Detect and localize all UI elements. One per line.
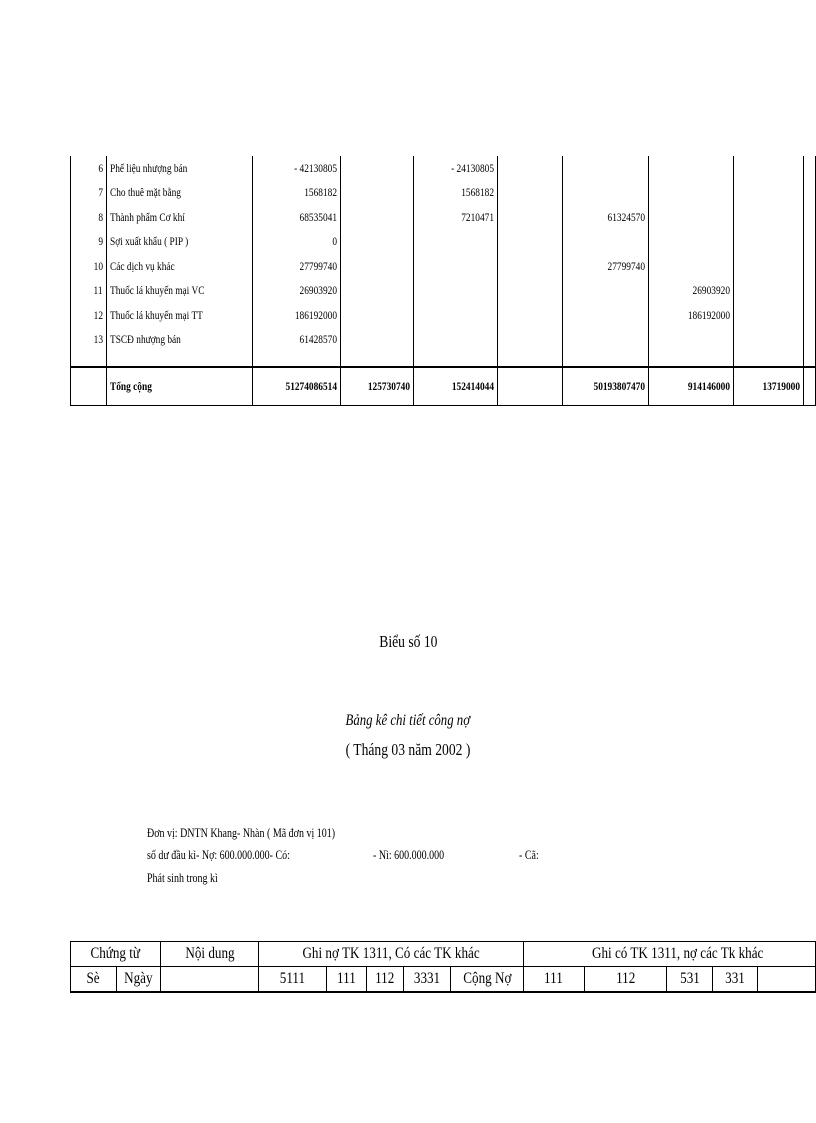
debit-5111-header: 5111 <box>258 967 326 993</box>
form-number: Biểu số 10 <box>378 632 438 651</box>
row-number: 8 <box>71 205 107 230</box>
row-value-total: 0 <box>253 230 341 255</box>
row-value-c4 <box>562 279 648 304</box>
row-number: 12 <box>71 303 107 328</box>
row-value-c2 <box>414 303 498 328</box>
row-value-c5: 26903920 <box>648 279 734 304</box>
total-index-cell <box>71 367 107 406</box>
spacer-cell <box>562 352 648 367</box>
row-value-c6 <box>734 328 804 353</box>
row-value-c2 <box>414 230 498 255</box>
debit-group-header: Ghi nợ TK 1311, Có các TK khác <box>258 942 523 967</box>
row-value-c2 <box>414 254 498 279</box>
row-edge-cell <box>804 279 816 304</box>
row-value-c6 <box>734 205 804 230</box>
table-row <box>71 279 816 304</box>
spacer-cell <box>106 352 253 367</box>
row-edge-cell <box>804 303 816 328</box>
row-value-c5 <box>648 205 734 230</box>
credit-112-header: 112 <box>584 967 666 993</box>
row-value-c6 <box>734 279 804 304</box>
debit-3331-header: 3331 <box>404 967 451 993</box>
row-value-c6 <box>734 230 804 255</box>
row-value-c3 <box>497 230 562 255</box>
row-value-c4 <box>562 230 648 255</box>
document-title: Bảng kê chi tiết công nợ <box>345 712 471 729</box>
table-row <box>71 303 816 328</box>
row-value-c4: 27799740 <box>562 254 648 279</box>
row-value-c4: 61324570 <box>562 205 648 230</box>
spacer-cell <box>804 352 816 367</box>
row-value-c5 <box>648 328 734 353</box>
table-row <box>71 181 816 206</box>
spacer-cell <box>341 352 414 367</box>
row-value-total: 186192000 <box>253 303 341 328</box>
credit-531-header: 531 <box>666 967 712 993</box>
row-value-c6 <box>734 156 804 181</box>
credit-group-header: Ghi có TK 1311, nợ các Tk khác <box>523 942 815 967</box>
content-header: Nội dung <box>161 942 258 967</box>
row-value-total: - 42130805 <box>253 156 341 181</box>
row-edge-cell <box>804 181 816 206</box>
row-value-c1 <box>341 156 414 181</box>
document-period: ( Tháng 03 năm 2002 ) <box>345 740 471 759</box>
row-value-c1 <box>341 205 414 230</box>
row-value-c4 <box>562 181 648 206</box>
total-value-c2: 152414044 <box>414 367 498 406</box>
row-value-c4 <box>562 303 648 328</box>
row-value-c3 <box>497 328 562 353</box>
row-value-total: 26903920 <box>253 279 341 304</box>
row-value-total: 61428570 <box>253 328 341 353</box>
row-edge-cell <box>804 328 816 353</box>
row-value-c3 <box>497 279 562 304</box>
table-row <box>71 254 816 279</box>
row-description: Phế liệu nhượng bán <box>106 156 253 181</box>
row-value-c1 <box>341 254 414 279</box>
spacer-cell <box>734 352 804 367</box>
row-value-c3 <box>497 156 562 181</box>
total-label: Tổng cộng <box>106 367 253 406</box>
row-value-c5 <box>648 156 734 181</box>
debit-111-header: 111 <box>326 967 366 993</box>
row-value-c6 <box>734 303 804 328</box>
row-value-c3 <box>497 303 562 328</box>
voucher-number-header: Sè <box>71 967 117 993</box>
row-number: 6 <box>71 156 107 181</box>
opening-balance-line <box>147 848 707 864</box>
total-edge-cell <box>804 367 816 406</box>
row-value-c1 <box>341 181 414 206</box>
row-value-c2 <box>414 328 498 353</box>
opening-balance-debit: số dư đầu kì- Nợ: 600.000.000- Có: <box>147 848 290 862</box>
revenue-table <box>70 156 816 406</box>
row-value-c5 <box>648 254 734 279</box>
voucher-header: Chứng từ <box>71 942 161 967</box>
row-value-c1 <box>341 328 414 353</box>
row-description: Thuốc lá khuyến mại VC <box>106 279 253 304</box>
row-value-c4 <box>562 328 648 353</box>
row-edge-cell <box>804 205 816 230</box>
table-row <box>71 205 816 230</box>
row-value-c2: - 24130805 <box>414 156 498 181</box>
credit-111-header: 111 <box>523 967 584 993</box>
row-description: Các dịch vụ khác <box>106 254 253 279</box>
spacer-cell <box>414 352 498 367</box>
row-value-total: 1568182 <box>253 181 341 206</box>
row-value-c1 <box>341 303 414 328</box>
row-edge-cell <box>804 156 816 181</box>
row-value-c5 <box>648 181 734 206</box>
row-description: TSCĐ nhượng bán <box>106 328 253 353</box>
row-description: Thuốc lá khuyến mại TT <box>106 303 253 328</box>
row-description: Thành phẩm Cơ khí <box>106 205 253 230</box>
row-value-c5: 186192000 <box>648 303 734 328</box>
unit-line: Đơn vị: DNTN Khang- Nhàn ( Mã đơn vị 101) <box>147 826 336 840</box>
debt-header-row-2 <box>71 967 816 993</box>
content-subheader <box>161 967 258 993</box>
row-value-c2 <box>414 279 498 304</box>
debt-header-row-1 <box>71 942 816 967</box>
table-row <box>71 230 816 255</box>
table-row <box>71 328 816 353</box>
row-description: Sợi xuất khẩu ( PIP ) <box>106 230 253 255</box>
row-value-c1 <box>341 230 414 255</box>
row-edge-cell <box>804 230 816 255</box>
row-value-c5 <box>648 230 734 255</box>
total-value-c1: 125730740 <box>341 367 414 406</box>
opening-balance-debit-alt: - Nì: 600.000.000 <box>373 848 445 862</box>
debit-total-header: Cộng Nợ <box>450 967 523 993</box>
row-value-c1 <box>341 279 414 304</box>
row-value-c3 <box>497 205 562 230</box>
row-value-c3 <box>497 254 562 279</box>
row-number: 10 <box>71 254 107 279</box>
row-number: 7 <box>71 181 107 206</box>
credit-331-header: 331 <box>713 967 757 993</box>
spacer-cell <box>71 352 107 367</box>
row-value-c3 <box>497 181 562 206</box>
total-value-c6: 13719000 <box>734 367 804 406</box>
arising-in-period-label: Phát sinh trong kì <box>147 871 218 885</box>
row-value-c2: 7210471 <box>414 205 498 230</box>
total-row <box>71 367 816 406</box>
total-value-c3 <box>497 367 562 406</box>
row-value-c6 <box>734 254 804 279</box>
spacer-cell <box>253 352 341 367</box>
row-value-c4 <box>562 156 648 181</box>
opening-balance-credit: - Cã: <box>519 848 539 862</box>
row-number: 11 <box>71 279 107 304</box>
row-edge-cell <box>804 254 816 279</box>
credit-extra-header <box>757 967 815 993</box>
debit-112-header: 112 <box>366 967 403 993</box>
row-number: 13 <box>71 328 107 353</box>
table-row <box>71 156 816 181</box>
spacer-cell <box>648 352 734 367</box>
spacer-cell <box>497 352 562 367</box>
total-value-total: 51274086514 <box>253 367 341 406</box>
row-value-c6 <box>734 181 804 206</box>
row-number: 9 <box>71 230 107 255</box>
row-value-total: 68535041 <box>253 205 341 230</box>
voucher-date-header: Ngày <box>116 967 161 993</box>
total-value-c5: 914146000 <box>648 367 734 406</box>
spacer-row <box>71 352 816 367</box>
row-value-c2: 1568182 <box>414 181 498 206</box>
row-value-total: 27799740 <box>253 254 341 279</box>
debt-detail-table <box>70 941 816 993</box>
row-description: Cho thuê mặt bằng <box>106 181 253 206</box>
total-value-c4: 50193807470 <box>562 367 648 406</box>
